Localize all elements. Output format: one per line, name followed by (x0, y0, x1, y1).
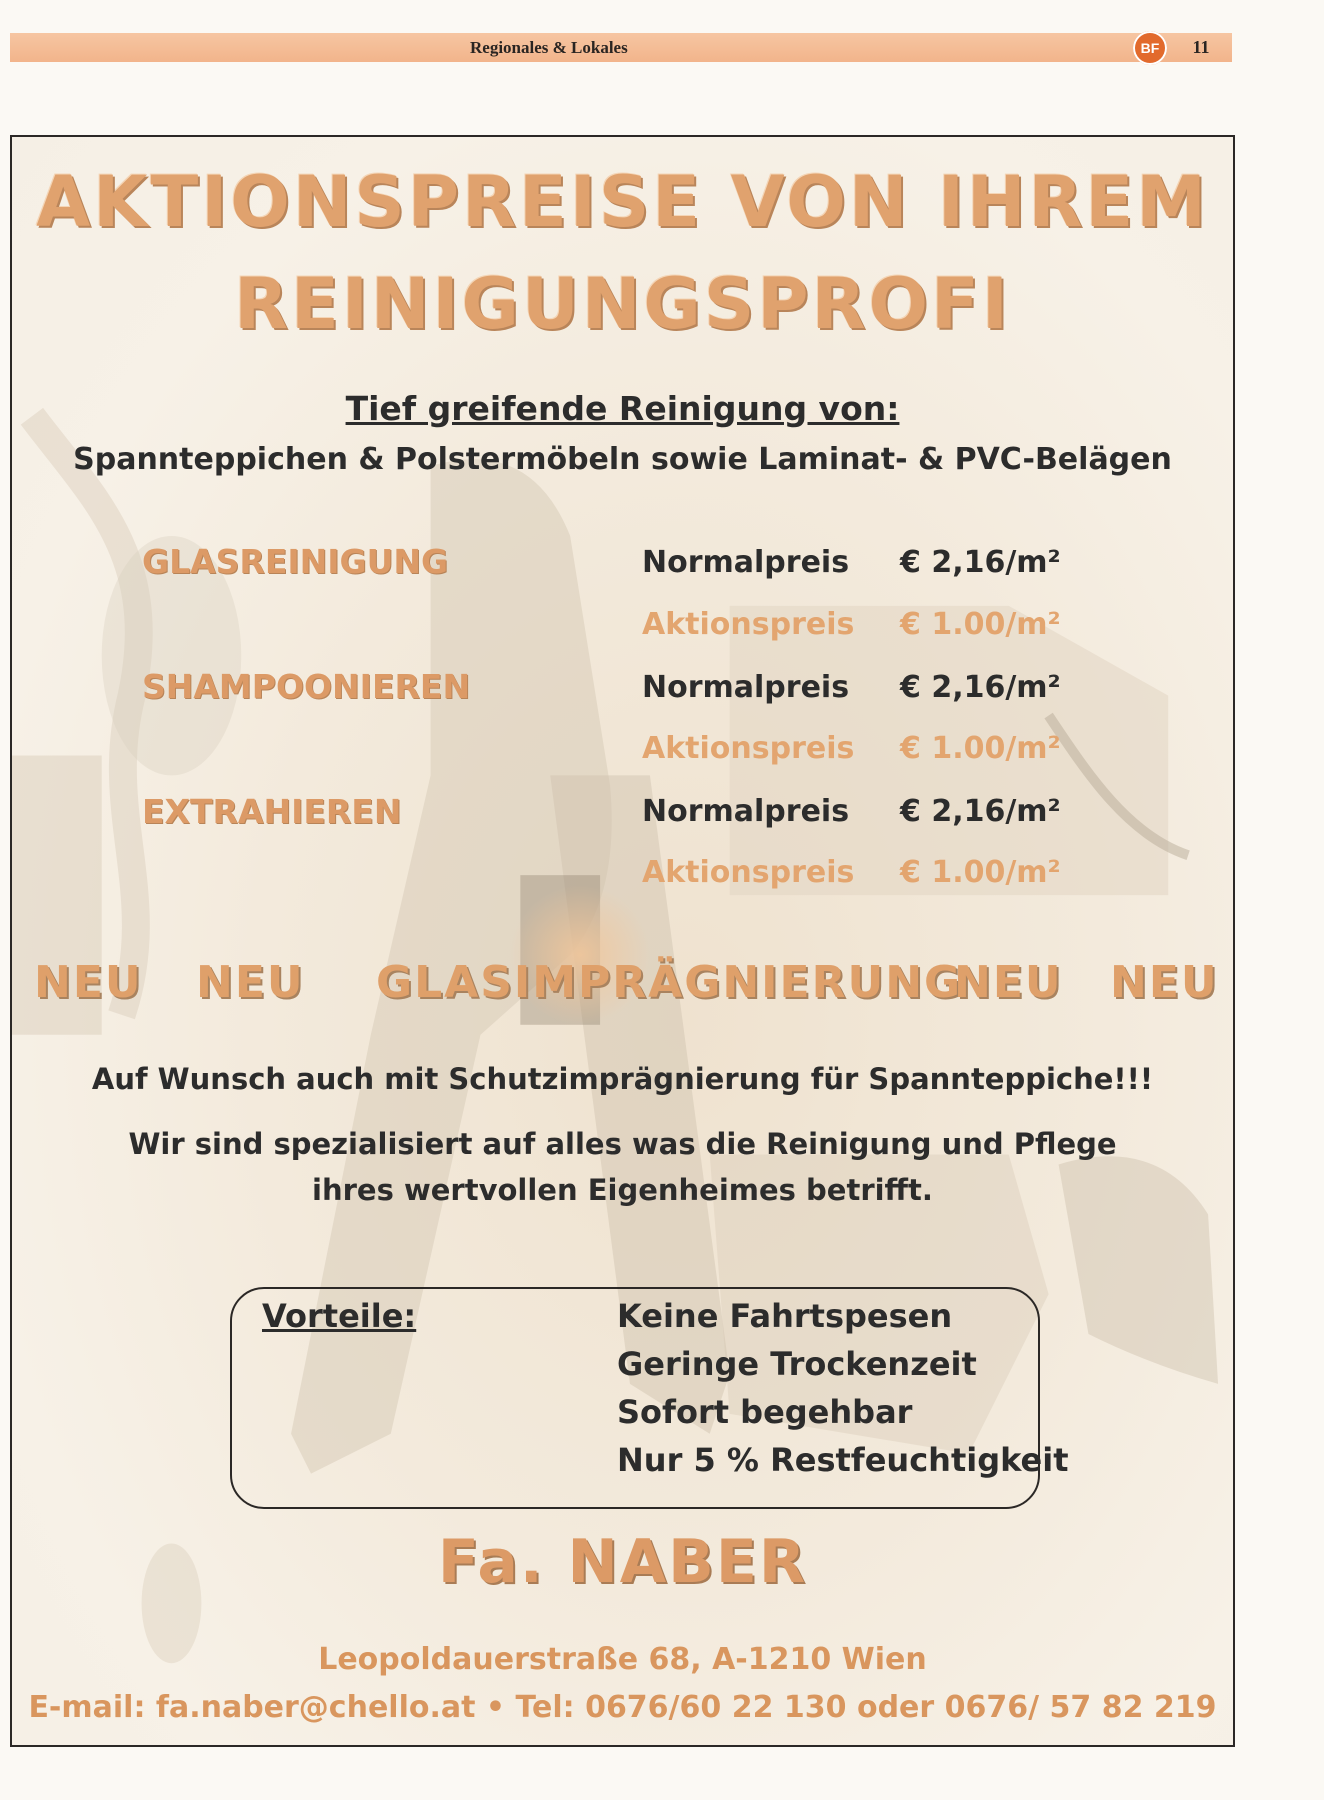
aktion-price-label: Aktionspreis (642, 855, 855, 890)
bf-logo: BF (1133, 31, 1167, 65)
aktion-price-value: € 1.00/m² (900, 607, 1061, 642)
vorteil-item: Keine Fahrtspesen (617, 1297, 953, 1335)
service-name: SHAMPOONIEREN (142, 667, 471, 706)
company-name: Fa. NABER (437, 1527, 808, 1597)
company-address: Leopoldauerstraße 68, A-1210 Wien (318, 1642, 927, 1677)
aktion-price-value: € 1.00/m² (900, 731, 1061, 766)
neu-badge: NEU (1110, 957, 1219, 1008)
aktion-price-label: Aktionspreis (642, 607, 855, 642)
spezial-line2: ihres wertvollen Eigenheimes betrifft. (312, 1173, 933, 1207)
vorteile-label: Vorteile: (262, 1297, 417, 1335)
service-name: EXTRAHIEREN (142, 792, 402, 831)
wunsch-text: Auf Wunsch auch mit Schutzimprägnierung für Spannteppiche!!! (91, 1062, 1154, 1096)
page-number: 11 (1192, 37, 1210, 57)
cleaning-subheading: Tief greifende Reinigung von: (345, 389, 900, 428)
cleaning-surfaces: Spannteppichen & Polstermöbeln sowie Laminat- & PVC-Belägen (73, 442, 1172, 477)
normal-price-value: € 2,16/m² (900, 545, 1061, 580)
ad-title-line2: REINIGUNGSPROFI (234, 263, 1011, 345)
vorteil-item: Nur 5 % Restfeuchtigkeit (617, 1441, 1069, 1479)
company-contact: E-mail: fa.naber@chello.at • Tel: 0676/60 22 130 oder 0676/ 57 82 219 (28, 1690, 1217, 1725)
service-name: GLASREINIGUNG (142, 542, 449, 581)
normal-price-value: € 2,16/m² (900, 794, 1061, 829)
vorteil-item: Geringe Trockenzeit (617, 1345, 977, 1383)
ad-title-line1: AKTIONSPREISE VON IHREM (36, 161, 1209, 243)
section-title: Regionales & Lokales (470, 38, 628, 57)
neu-badge: NEU (954, 957, 1063, 1008)
normal-price-value: € 2,16/m² (900, 670, 1061, 705)
vorteil-item: Sofort begehbar (617, 1393, 913, 1431)
glasimpraegnierung-heading: GLASIMPRÄGNIERUNG (376, 957, 963, 1008)
advertisement (10, 135, 1235, 1747)
aktion-price-value: € 1.00/m² (900, 855, 1061, 890)
spezial-line1: Wir sind spezialisiert auf alles was die Reinigung und Pflege (128, 1127, 1117, 1161)
normal-price-label: Normalpreis (642, 670, 850, 705)
neu-badge: NEU (34, 957, 143, 1008)
aktion-price-label: Aktionspreis (642, 731, 855, 766)
normal-price-label: Normalpreis (642, 794, 850, 829)
neu-badge: NEU (196, 957, 305, 1008)
normal-price-label: Normalpreis (642, 545, 850, 580)
